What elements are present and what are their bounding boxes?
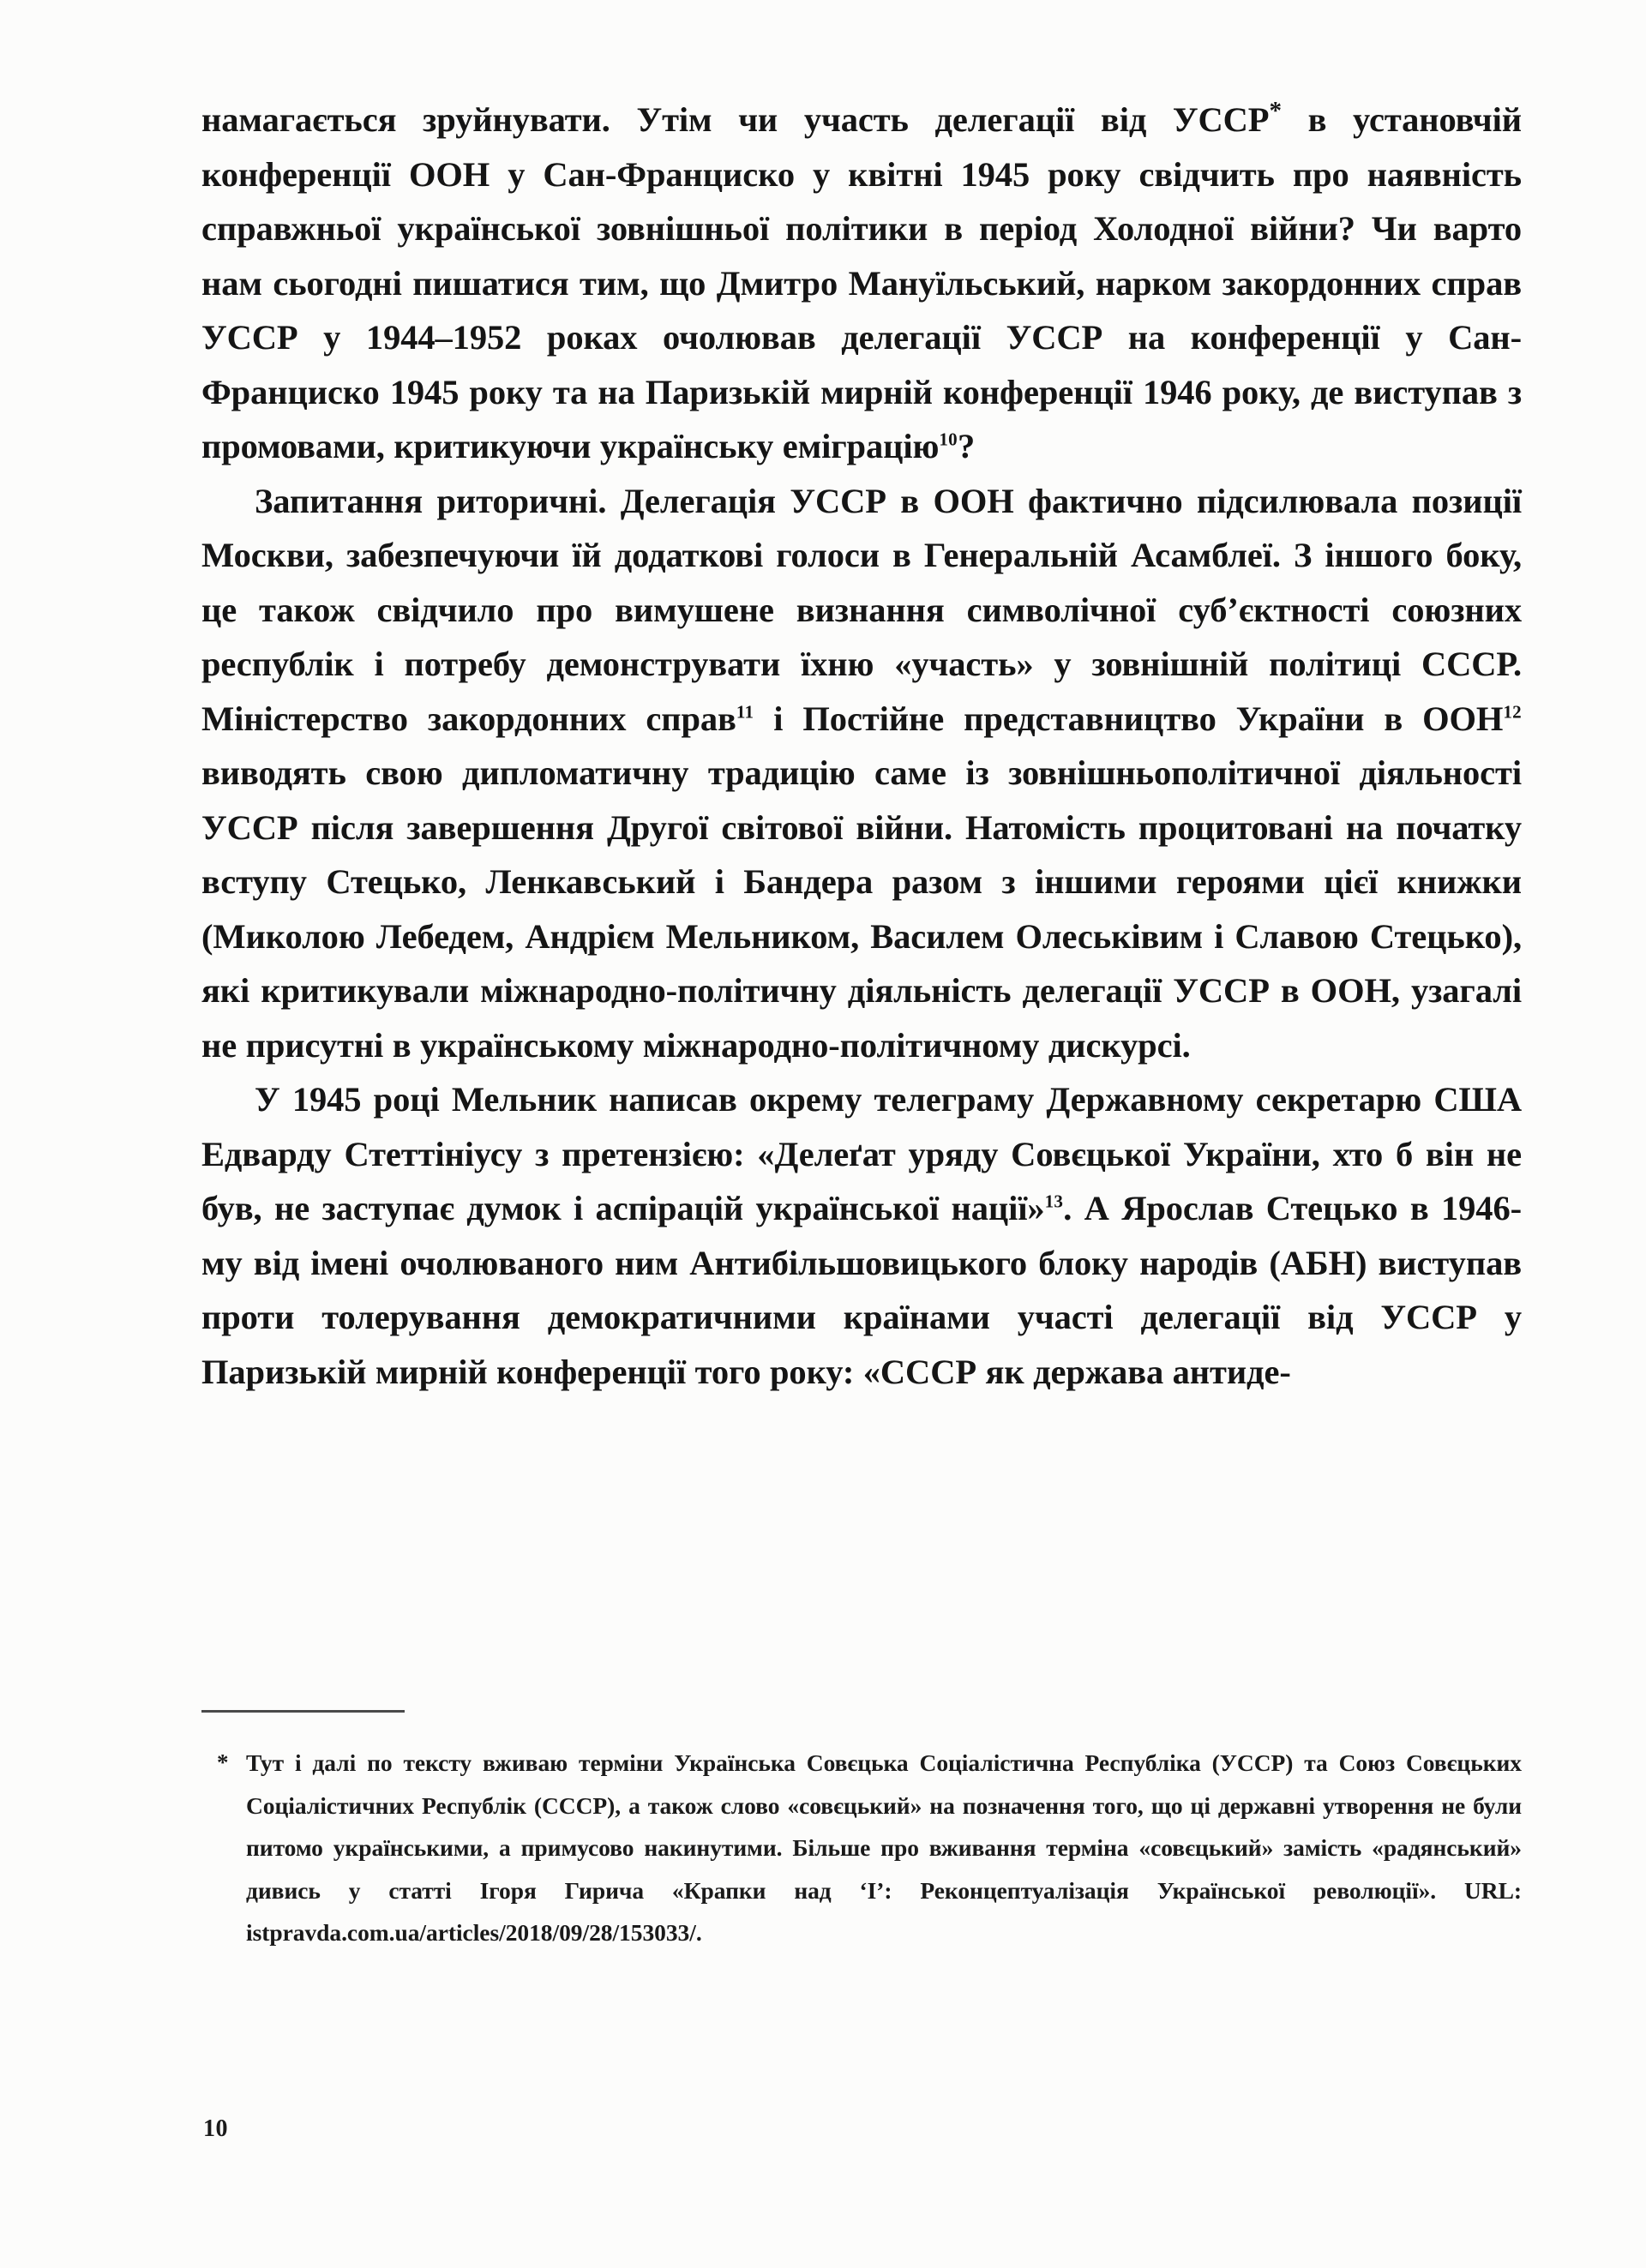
body-paragraph-2: Запитання риторичні. Делегація УССР в ООН фактично підсилювала позиції Москви, забезпечуючи їй додаткові голоси в Генеральній Асамблеї. З іншого боку, це також свідчило про вимушене визнання символічної суб’єктності союзних республік і потребу демонструвати їхню «участь» у зовнішній політиці СССР. Міністерство закордонних справ$^{11}$ і Постійне представництво України в ООН$^{12}$ виводять свою дипломатичну традицію саме із зовнішньополітичної діяльності УССР після завершення Другої світової війни. Натомість процитовані на початку вступу Стецько, Ленкавський і Бандера разом з іншими героями цієї книжки (Миколою Лебедем, Андрієм Мельником, Василем Олеськівим і Славою Стецько), які критикували міжнародно-політичну діяльність делегації УССР в ООН, узагалі не присутні в українському міжнародно-політичному дискурсі.	[201, 481, 1522, 1065]
body-paragraph-3: У 1945 році Мельник написав окрему телеграму Державному секретарю США Едварду Стеттініусу з претензією: «Делеґат уряду Совєцької України, хто б він не був, не заступає думок і аспірацій української нації»$^{13}$. А Ярослав Стецько в 1946-му від імені очолюваного ним Антибільшовицького блоку народів (АБН) виступав проти толерування демократичними країнами участі делегації від УССР у Паризькій мирній конференції того року: «СССР як держава антиде-	[201, 1080, 1522, 1391]
footnote-reference-marker: 10	[939, 429, 958, 450]
body-paragraph-1: намагається зруйнувати. Утім чи участь делегації від УССР* в установчій конференції ООН у Сан-Франциско у квітні 1945 року свідчить про наявність справжньої української зовнішньої політики в період Холодної війни? Чи варто нам сьогодні пишатися тим, що Дмитро Мануїльський, нарком закордонних справ УССР у 1944–1952 роках очолював делегації УССР на конференції у Сан-Франциско 1945 року та на Паризькій мирній конференції 1946 року, де виступав з промовами, критикуючи українську еміграцію$^{10}$?	[201, 97, 1522, 465]
footnote-section	[201, 1710, 1522, 1954]
body-text-block	[201, 93, 1522, 1399]
page-number: 10	[203, 2115, 228, 2142]
footnote-item	[201, 1742, 1522, 1954]
footnote-separator-rule	[201, 1710, 405, 1713]
footnote-marker-asterisk: *	[217, 1749, 229, 1775]
footnote-reference-marker: 12	[1503, 701, 1522, 722]
footnote-reference-marker: 13	[1044, 1191, 1064, 1212]
footnote-reference-marker: *	[1269, 97, 1282, 125]
footnote-text: Тут і далі по тексту вживаю терміни Українська Совєцька Соціалістична Республіка (УССР) та Союз Совєцьких Соціалістичних Республік (СССР), а також слово «совєцький» на позначення того, що ці державні утворення не були питомо українськими, а примусово накинутими. Більше про вживання терміна «совєцький» замість «радянський» дивись у статті Ігоря Гирича «Крапки над ‘І’: Реконцептуалізація Української революції». URL: istpravda.com.ua/articles/2018/09/28/153033/.	[246, 1749, 1522, 1946]
footnote-reference-marker: 11	[736, 701, 754, 722]
